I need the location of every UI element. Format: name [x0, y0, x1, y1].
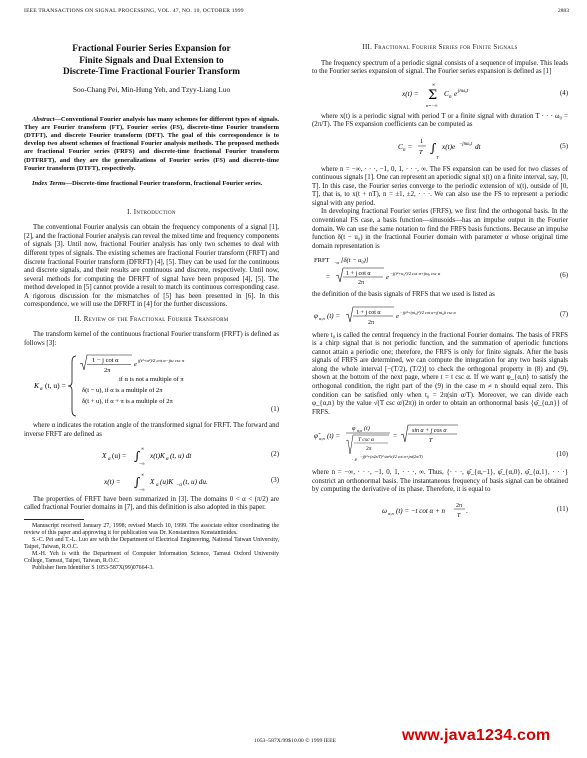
svg-text:∞: ∞ [432, 81, 436, 87]
equation-number-4: (4) [559, 89, 568, 97]
svg-text:1 + j cot α: 1 + j cot α [346, 271, 371, 278]
fs-usage-paragraph: where n = −∞, · · ·, −1, 0, 1, · · ·, ∞. The FS expansion can be used for two classes of continuous signals [1]. One can represent an aperiodic signal x(t) on a finite interval, say, [0, T]. In this case, the Fourier series converge to the periodic extension of x(t), outside of [0, T], that is, to x(t + nT), n = ±1, ±2, · · ·. We can also use the FS to represent a periodic signal with any period. [312, 165, 568, 207]
orthonormal-basis-graphic [312, 421, 568, 465]
section-heading-intro: I. Introduction [127, 208, 176, 216]
svg-text:−α: −α [176, 482, 182, 488]
abstract-text: Conventional Fourier analysis has many schemes for different types of signals. They are Fourier transform (FT), Fourier series (FS), discrete-time Fourier transform (DTFT), and discrete Fourier transform (DFT). The goal of this correspondence is to develop two absent schemes of fractional Fourier analysis methods. The proposed methods are fractional Fourier series (FRFS) and discrete-time fractional Fourier transform (DTFRFT), and they are the generalizations of Fourier series (FS) and discrete-time Fourier transform (DTFT), respectively. [24, 116, 279, 172]
svg-text:−∞: −∞ [139, 486, 145, 492]
equation-2 [24, 444, 279, 466]
svg-text:C: C [398, 142, 403, 151]
svg-text:∞: ∞ [141, 445, 145, 451]
svg-text:α: α [108, 456, 111, 462]
svg-text:α,n: α,n [319, 436, 325, 442]
svg-text:(u) =: (u) = [112, 451, 127, 460]
svg-text:α,n: α,n [357, 428, 363, 434]
svg-text:(t, u) du.: (t, u) du. [183, 477, 208, 486]
svg-text:−j(t²+(nt₀)²)/2 cot α+j(nt₀)t: −j(t²+(nt₀)²)/2 cot α+j(nt₀)t csc α [400, 309, 456, 315]
svg-text:α,n: α,n [319, 315, 325, 321]
equation-number-6: (6) [559, 272, 568, 280]
abstract [24, 116, 279, 173]
orthonormal-paragraph: where n = −∞, · · ·, −1, 0, 1, · · ·, ∞. Thus, {· · ·, φ̂_{α,−1}, φ̂_{α,0}, φ̂_{α,1}, · · ·} constrict an orthonormal basis. The instantaneous frequency of basis signal can be obtained by computing the derivative of its phase. Therefore, it is equal to [312, 469, 568, 494]
svg-text:n=−∞: n=−∞ [426, 102, 438, 108]
svg-text:−j(t²+u₀²)/2 cot α+jtu₀ csc α: −j(t²+u₀²)/2 cot α+jtu₀ csc α [390, 271, 441, 277]
svg-text:1 + j cot α: 1 + j cot α [356, 309, 381, 316]
svg-text:if α is not a multiple of π: if α is not a multiple of π [119, 376, 184, 384]
svg-text:−α: −α [334, 260, 339, 266]
inverse-frft-graphic [24, 470, 279, 492]
svg-text:=: = [408, 142, 413, 151]
orthogonality-paragraph: where t₀ is called the central frequency in the fractional Fourier domains. The basis of FRFS is a chirp signal that is not periodic function, and the summation of aperiodic functions cannot attain a periodic one; therefore, the FRFS is only for finite signals. After the basis signals of FRFS are determined, we can compute the integration for any two basis signals along the whole interval [−(T/2), (T/2)] to check the orthogonal property in (8) and (9), shown at the bottom of the next page, where t = t csc α. If we want φ_{α,n} to satisfy the orthogonal condition, the right part of the (9) in the case m ≠ n should equal zero. This condition can be satisfied only when t₀ = 2π(sin α/T). Moreover, we can divide each φ_{α,n} by the value √(T csc α/(2π)) in order to obtain an orthonormal basis {φ̂_{α,n}} of FRFS. [312, 331, 568, 416]
svg-text:T: T [429, 438, 433, 445]
svg-text:2π: 2π [456, 502, 463, 509]
svg-text:.: . [466, 506, 468, 515]
svg-text:X: X [102, 451, 107, 460]
index-terms-label: Index Terms— [32, 179, 73, 187]
svg-text:2π: 2π [358, 280, 365, 287]
author-list: Soo-Chang Pei, Min-Hung Yeh, and Tzyy-Liang Luo [72, 84, 231, 94]
svg-text:Σ: Σ [428, 87, 438, 103]
impulse-frft-graphic [312, 255, 568, 287]
right-column [312, 44, 568, 525]
equation-number-7: (7) [559, 310, 568, 318]
equation-number-5: (5) [559, 142, 568, 150]
footnote-affiliation-1: S.-C. Pei and T.-L. Luo are with the Department of Electrical Engineering, National Taiwan University, Taipei, Taiwan, R.O.C. [24, 536, 279, 550]
svg-text:(t, u) =: (t, u) = [45, 381, 66, 391]
svg-text:−j(t²+(n2π/T)² sin²α)/2 cot α+: −j(t²+(n2π/T)² sin²α)/2 cot α+jnt(2π/T) [360, 454, 423, 460]
equation-7 [312, 304, 568, 328]
fs-intro-paragraph: The frequency spectrum of a periodic signal consists of a sequence of impulse. This leads to the Fourier series expansion of signal. The Fourier series expansion is defined as [1] [312, 59, 568, 76]
svg-text:φ̂: φ̂ [314, 432, 318, 441]
left-column [24, 44, 279, 572]
svg-text:φ: φ [314, 311, 318, 320]
index-terms [24, 180, 279, 188]
svg-text:sin α + j cos α: sin α + j cos α [412, 428, 447, 435]
equation-11 [312, 499, 568, 521]
svg-text:α,n: α,n [388, 510, 394, 516]
svg-text:T: T [457, 512, 461, 519]
svg-text:δ(t − u), if α is a multiple: δ(t − u), if α is a multiple of 2π [82, 387, 163, 395]
equation-10 [312, 421, 568, 465]
equation-number-3: (3) [270, 476, 279, 484]
review-paragraph: The transform kernel of the continuous fractional Fourier transform (FRFT) is defined as follows [3]: [24, 331, 279, 347]
instantaneous-frequency-graphic [312, 499, 568, 521]
svg-text:δ(t + u), if α + π is a mult: δ(t + u), if α + π is a multiple of 2π [82, 398, 173, 406]
svg-text:· e: · e [352, 457, 357, 464]
equation-3 [24, 470, 279, 492]
svg-text:n: n [403, 147, 406, 153]
svg-text:x(t) =: x(t) = [402, 89, 419, 98]
section-heading-frfs: III. Fractional Fourier Series for Finite Signals [362, 44, 518, 51]
svg-text:dt: dt [475, 142, 481, 151]
svg-text:jnω₀t: jnω₀t [458, 88, 469, 94]
svg-text:∞: ∞ [141, 471, 145, 477]
svg-text:K: K [34, 381, 40, 391]
watermark: www.java1234.com [402, 727, 551, 744]
svg-text:n: n [449, 94, 452, 100]
svg-text:(t) =: (t) = [327, 432, 341, 441]
svg-text:2π: 2π [368, 319, 375, 326]
svg-text:=: = [326, 273, 330, 282]
fourier-series-graphic [312, 81, 568, 109]
svg-text:(t) =: (t) = [327, 311, 341, 320]
svg-text:(t, u) dt: (t, u) dt [170, 451, 192, 460]
footnote-rule [24, 519, 84, 520]
fs-coefficient-graphic [312, 134, 568, 162]
equation-4 [312, 81, 568, 109]
svg-text:T: T [436, 154, 439, 160]
svg-text:α: α [40, 387, 43, 393]
basis-definition-intro: the definition of the basis signals of FRFS that we used is listed as [312, 291, 495, 299]
footnote-manuscript: Manuscript received January 27, 1998; revised March 10, 1999. The associate editor coordinating the review of this paper and approving it for publication was Dr. Konstantinos Konstantinides. [24, 522, 279, 536]
index-terms-text: Discrete-time fractional Fourier transform, fractional Fourier series. [72, 179, 263, 187]
svg-text:x(t)K: x(t)K [150, 451, 165, 460]
equation-1 [24, 352, 279, 418]
copyright-footer: 1053–587X/99$10.00 © 1999 IEEE [254, 738, 337, 744]
svg-text:FRFT: FRFT [314, 257, 330, 265]
svg-text:φ: φ [352, 425, 356, 433]
svg-text:−jnω₀t: −jnω₀t [459, 141, 473, 147]
equation-number-1: (1) [270, 406, 279, 414]
svg-text:j(t²+u²)/2 cot α−jtu csc α: j(t²+u²)/2 cot α−jtu csc α [138, 358, 185, 364]
svg-text:α: α [166, 456, 169, 462]
svg-text:x(t) =: x(t) = [104, 477, 121, 486]
footnote-identifier: Publisher Item Identifier S 1053-587X(99)07664-3. [32, 564, 154, 571]
svg-text:[δ(t − u₀)]: [δ(t − u₀)] [341, 257, 369, 265]
frfs-development-paragraph: In developing fractional Fourier series (FRFS), we first find the orthogonal basis. In the conventional FS case, a basis function—sinusoids—has an impulse output in the Fourier domain. We can use the same notation to find the FRFS basis functions. Because an impulse function δ(t − u₀) in the fractional Fourier domain with parameter α whose original time domain representation is [312, 208, 568, 250]
footnote-affiliation-2: M.-H. Yeh is with the Department of Computer Information Science, Tamsui Oxford University College, Tamsui, Taipei, Taiwan, R.O.C. [24, 550, 279, 564]
svg-text:α: α [156, 482, 159, 488]
section-heading-review: II. Review of the Fractional Fourier Transform [74, 315, 229, 323]
alpha-explanation: where α indicates the rotation angle of the transformed signal for FRFT. The forward and inverse FRFT are defined as [24, 422, 279, 438]
svg-text:T: T [419, 148, 423, 156]
equation-number-2: (2) [270, 450, 279, 458]
svg-text:2π: 2π [366, 446, 372, 453]
svg-text:(t) = −t cot α + n: (t) = −t cot α + n [396, 506, 445, 515]
svg-text:∫: ∫ [430, 140, 437, 155]
svg-text:e: e [134, 361, 137, 369]
equation-6 [312, 255, 568, 287]
svg-text:T csc α: T csc α [358, 437, 374, 444]
svg-text:X: X [150, 477, 155, 486]
svg-text:C: C [444, 89, 449, 98]
svg-text:e: e [454, 89, 458, 98]
properties-paragraph: The properties of FRFT have been summarized in [3]. The domains 0 < α < (π/2) are called fractional Fourier domains in [7], and this definition is also adopted in this paper. [24, 495, 279, 512]
fs-coefficient-paragraph: where x(t) is a periodic signal with period T or a finite signal with duration T · · · ω₀ = (2π/T). The FS expansion coefficients can be computed as [312, 112, 568, 129]
page-number: 2883 [557, 8, 569, 14]
equation-number-11: (11) [556, 505, 568, 513]
svg-text:1 − j cot α: 1 − j cot α [92, 357, 119, 365]
forward-frft-graphic [24, 444, 279, 466]
equation-5 [312, 134, 568, 162]
svg-text:2π: 2π [104, 367, 111, 375]
svg-text:∫: ∫ [134, 474, 141, 489]
running-header [24, 7, 569, 16]
intro-paragraph: The conventional Fourier analysis can obtain the frequency components of a signal [1], [2], and the fractional Fourier analysis can reveal the mixed time and frequency components of signals [3]. Until now, fractional Fourier analysis has only two schemes to deal with different types of signals. The existing schemes are fractional Fourier transform (FRFT) and discrete fractional Fourier transform (DFRFT) [4], [5]. They can be used for the continuous and discrete signals, and their results are continuous and discrete, respectively. Until now, several methods for computing the DFRFT of signal have been proposed [4], [5]. The method developed in [5] cannot provide a result to match its continuous corresponding case. A rigorous discussion for the mismatches of [5] has been presented in [6]. In this correspondence, we will use the DFRFT in [4] for the further discussions. [24, 224, 279, 309]
svg-text:(t): (t) [364, 425, 370, 433]
frfs-basis-graphic [312, 304, 568, 328]
journal-header: IEEE TRANSACTIONS ON SIGNAL PROCESSING, VOL. 47, NO. 10, OCTOBER 1999 [24, 8, 244, 14]
svg-text:x(t)e: x(t)e [442, 142, 456, 151]
svg-text:e: e [386, 274, 389, 282]
svg-text:−∞: −∞ [139, 460, 145, 466]
svg-text:1: 1 [420, 137, 424, 145]
svg-text:ω: ω [382, 506, 387, 515]
equation-number-10: (10) [556, 451, 568, 459]
svg-text:e: e [396, 312, 399, 320]
svg-text:∫: ∫ [134, 448, 141, 463]
paper-title: Fractional Fourier Series Expansion for Finite Signals and Dual Extension to Discrete-Time Fractional Fourier Transform [62, 44, 241, 77]
abstract-label: Abstract— [32, 116, 61, 124]
kernel-equation-graphic [24, 352, 279, 418]
svg-text:(u)K: (u)K [160, 477, 174, 486]
svg-text:=: = [393, 432, 397, 441]
